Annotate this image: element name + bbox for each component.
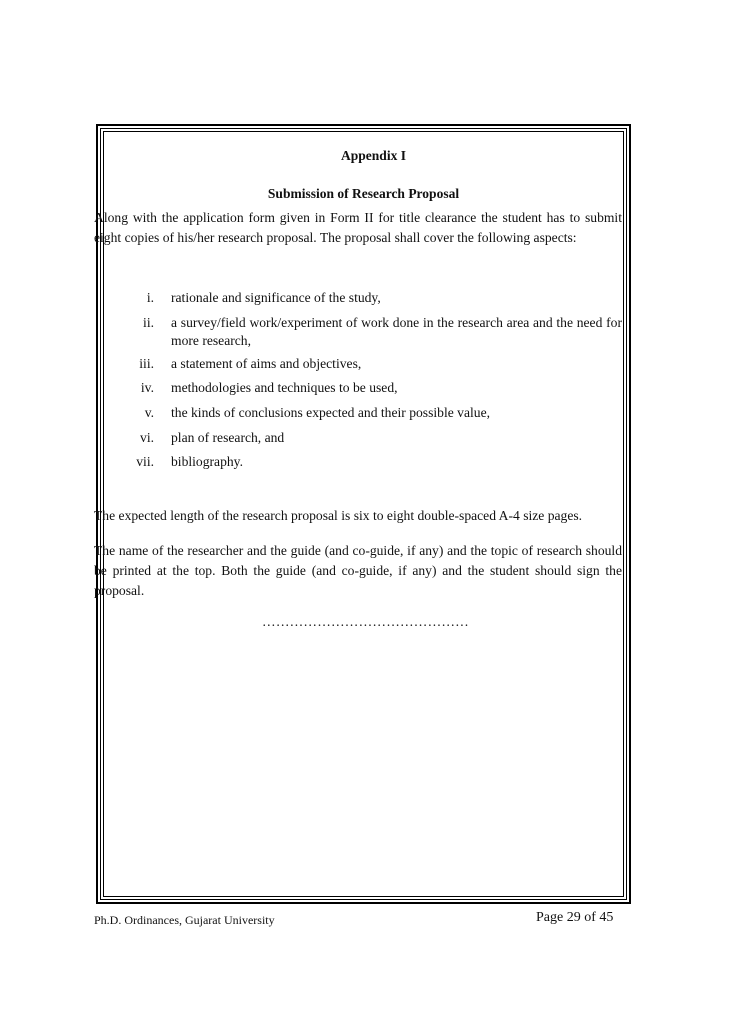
list-item-text: bibliography. bbox=[171, 454, 243, 470]
section-subheading: Submission of Research Proposal bbox=[267, 186, 460, 201]
list-item bbox=[94, 289, 622, 307]
list-item bbox=[94, 314, 622, 350]
aspects-list bbox=[94, 289, 622, 478]
list-item-number: iv. bbox=[140, 380, 154, 396]
list-item bbox=[94, 453, 622, 471]
list-item-number: vi. bbox=[140, 429, 154, 445]
length-paragraph: The expected length of the research proposal is six to eight double-spaced A-4 size pages. bbox=[94, 508, 583, 523]
list-item bbox=[94, 404, 622, 422]
list-item-text: a statement of aims and objectives, bbox=[171, 355, 362, 371]
appendix-heading: Appendix I bbox=[341, 148, 406, 163]
footer-page-number: Page 29 of 45 bbox=[536, 910, 614, 925]
list-item bbox=[94, 429, 622, 447]
list-item-number: v. bbox=[144, 405, 154, 421]
list-item-text: rationale and significance of the study, bbox=[171, 290, 381, 305]
list-item-number: ii. bbox=[143, 314, 154, 330]
intro-paragraph: Along with the application form given in Form II for title clearance the student has to submit eight copies of his/her research proposal. The proposal shall cover the following aspects: bbox=[94, 210, 622, 245]
list-item bbox=[94, 379, 622, 397]
footer-document-title: Ph.D. Ordinances, Gujarat University bbox=[94, 913, 275, 927]
list-item bbox=[94, 355, 622, 373]
list-item-number: i. bbox=[146, 290, 154, 305]
list-item-text: the kinds of conclusions expected and their possible value, bbox=[171, 405, 490, 421]
list-item-text: plan of research, and bbox=[171, 429, 285, 445]
signature-paragraph: The name of the researcher and the guide (and co-guide, if any) and the topic of research should be printed at the top. Both the guide (and co-guide, if any) and the student should sign the proposal. bbox=[94, 543, 622, 598]
list-item-text: a survey/field work/experiment of work done in the research area and the need for more research, bbox=[171, 314, 622, 348]
list-item-text: methodologies and techniques to be used, bbox=[171, 380, 398, 396]
list-item-number: vii. bbox=[136, 454, 154, 470]
list-item-number: iii. bbox=[139, 355, 154, 371]
dotted-separator: ……………………………………… bbox=[262, 614, 469, 629]
